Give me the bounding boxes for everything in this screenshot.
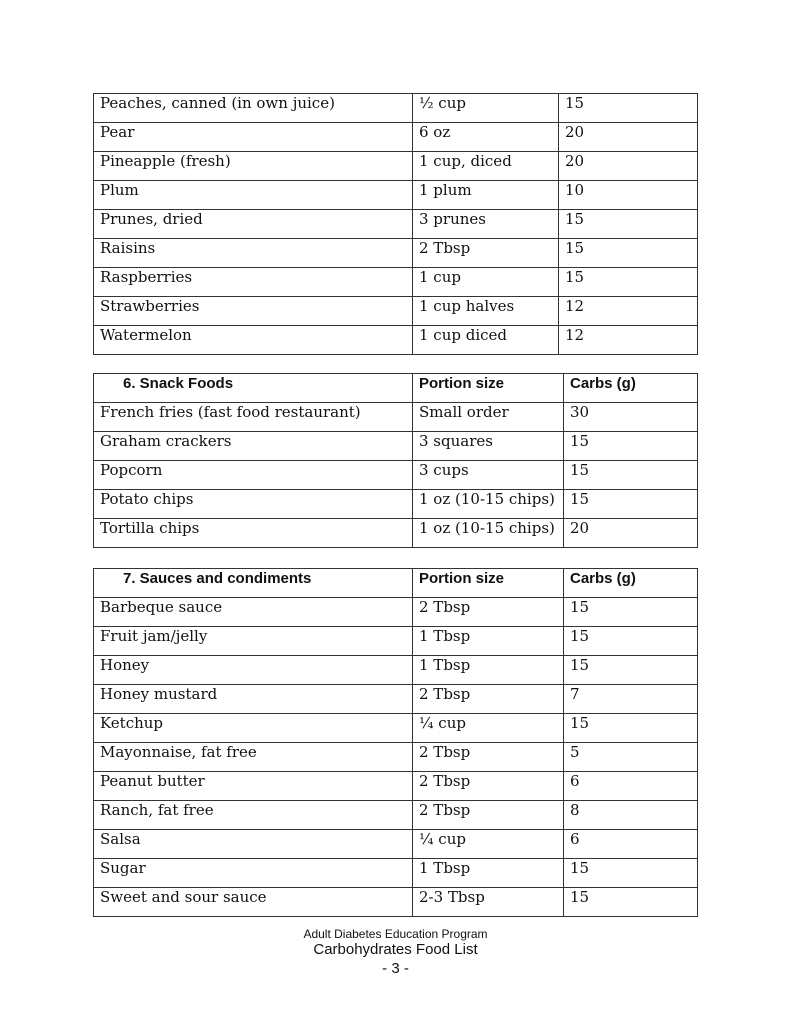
food-name-cell: Honey: [94, 656, 413, 685]
food-name-cell: Popcorn: [94, 461, 413, 490]
food-name-cell: Pineapple (fresh): [94, 152, 413, 181]
fruit-table-body: [94, 94, 698, 355]
portion-size-cell: 1 plum: [413, 181, 559, 210]
footer-title: Carbohydrates Food List: [313, 941, 478, 958]
carbs-header: Carbs (g): [564, 569, 698, 598]
carbs-cell: 20: [564, 519, 698, 548]
portion-size-cell: 1 cup, diced: [413, 152, 559, 181]
carbs-cell: 7: [564, 685, 698, 714]
food-name-cell: Strawberries: [94, 297, 413, 326]
carbs-cell: 15: [559, 210, 698, 239]
food-name-cell: Raspberries: [94, 268, 413, 297]
food-name-cell: Fruit jam/jelly: [94, 627, 413, 656]
table-row: [94, 239, 698, 268]
carbs-cell: 15: [564, 432, 698, 461]
carbs-cell: 6: [564, 772, 698, 801]
portion-size-cell: 2 Tbsp: [413, 239, 559, 268]
food-name-cell: Ketchup: [94, 714, 413, 743]
food-name-cell: Barbeque sauce: [94, 598, 413, 627]
footer-program: Adult Diabetes Education Program: [303, 927, 488, 941]
carbs-cell: 15: [564, 888, 698, 917]
portion-size-cell: 2 Tbsp: [413, 772, 564, 801]
carbs-cell: 15: [564, 859, 698, 888]
food-name-cell: French fries (fast food restaurant): [94, 403, 413, 432]
table-row: [94, 490, 698, 519]
table-row: [94, 461, 698, 490]
portion-size-cell: 6 oz: [413, 123, 559, 152]
portion-size-cell: 1 oz (10-15 chips): [413, 519, 564, 548]
table-row: [94, 297, 698, 326]
carbs-cell: 15: [564, 598, 698, 627]
portion-size-cell: 3 squares: [413, 432, 564, 461]
food-name-cell: Raisins: [94, 239, 413, 268]
portion-size-cell: ¼ cup: [413, 714, 564, 743]
section-title: 7. Sauces and condiments: [94, 569, 413, 598]
carbs-cell: 12: [559, 297, 698, 326]
food-name-cell: Graham crackers: [94, 432, 413, 461]
portion-size-cell: 1 cup halves: [413, 297, 559, 326]
table-row: [94, 519, 698, 548]
portion-size-cell: ½ cup: [413, 94, 559, 123]
table-row: [94, 432, 698, 461]
carbs-cell: 5: [564, 743, 698, 772]
food-name-cell: Honey mustard: [94, 685, 413, 714]
table-row: [94, 210, 698, 239]
portion-size-cell: 2-3 Tbsp: [413, 888, 564, 917]
portion-size-cell: 1 Tbsp: [413, 627, 564, 656]
snack-foods-table-body: [94, 403, 698, 548]
snack-foods-table: [93, 373, 698, 548]
carbs-cell: 10: [559, 181, 698, 210]
portion-size-cell: 1 oz (10-15 chips): [413, 490, 564, 519]
food-name-cell: Mayonnaise, fat free: [94, 743, 413, 772]
table-row: [94, 859, 698, 888]
sauces-condiments-table: [93, 568, 698, 917]
table-row: [94, 181, 698, 210]
page-number: - 3 -: [382, 960, 409, 977]
table-row: [94, 888, 698, 917]
table-row: [94, 268, 698, 297]
table-row: [94, 94, 698, 123]
table-row: [94, 801, 698, 830]
food-name-cell: Salsa: [94, 830, 413, 859]
table-row: [94, 685, 698, 714]
food-name-cell: Watermelon: [94, 326, 413, 355]
portion-size-cell: 2 Tbsp: [413, 598, 564, 627]
carbs-cell: 20: [559, 123, 698, 152]
table-row: [94, 772, 698, 801]
carbs-cell: 15: [564, 714, 698, 743]
portion-size-cell: 2 Tbsp: [413, 685, 564, 714]
table-row: [94, 714, 698, 743]
section-title: 6. Snack Foods: [94, 374, 413, 403]
portion-size-cell: ¼ cup: [413, 830, 564, 859]
table-row: [94, 656, 698, 685]
table-row: [94, 403, 698, 432]
carbs-cell: 8: [564, 801, 698, 830]
portion-size-header: Portion size: [413, 374, 564, 403]
food-name-cell: Sweet and sour sauce: [94, 888, 413, 917]
table-row: [94, 627, 698, 656]
carbs-cell: 30: [564, 403, 698, 432]
carbs-cell: 12: [559, 326, 698, 355]
food-name-cell: Plum: [94, 181, 413, 210]
portion-size-cell: 1 cup: [413, 268, 559, 297]
carbs-cell: 20: [559, 152, 698, 181]
carbs-cell: 15: [559, 94, 698, 123]
portion-size-cell: Small order: [413, 403, 564, 432]
sauces-condiments-header-row: [94, 569, 698, 598]
food-name-cell: Pear: [94, 123, 413, 152]
portion-size-cell: 3 prunes: [413, 210, 559, 239]
table-row: [94, 152, 698, 181]
carbs-cell: 15: [559, 239, 698, 268]
table-row: [94, 326, 698, 355]
table-row: [94, 743, 698, 772]
table-row: [94, 830, 698, 859]
portion-size-cell: 2 Tbsp: [413, 801, 564, 830]
carbs-cell: 15: [564, 627, 698, 656]
portion-size-cell: 1 Tbsp: [413, 859, 564, 888]
portion-size-cell: 1 cup diced: [413, 326, 559, 355]
carbs-header: Carbs (g): [564, 374, 698, 403]
fruit-table: [93, 93, 698, 355]
carbs-cell: 15: [559, 268, 698, 297]
portion-size-cell: 2 Tbsp: [413, 743, 564, 772]
food-name-cell: Ranch, fat free: [94, 801, 413, 830]
carbs-cell: 15: [564, 490, 698, 519]
food-name-cell: Prunes, dried: [94, 210, 413, 239]
portion-size-cell: 1 Tbsp: [413, 656, 564, 685]
food-name-cell: Potato chips: [94, 490, 413, 519]
portion-size-cell: 3 cups: [413, 461, 564, 490]
food-name-cell: Sugar: [94, 859, 413, 888]
food-name-cell: Peaches, canned (in own juice): [94, 94, 413, 123]
table-row: [94, 598, 698, 627]
carbs-cell: 6: [564, 830, 698, 859]
table-row: [94, 123, 698, 152]
food-name-cell: Tortilla chips: [94, 519, 413, 548]
carbs-cell: 15: [564, 656, 698, 685]
sauces-condiments-table-body: [94, 598, 698, 917]
carbs-cell: 15: [564, 461, 698, 490]
snack-foods-header-row: [94, 374, 698, 403]
food-name-cell: Peanut butter: [94, 772, 413, 801]
portion-size-header: Portion size: [413, 569, 564, 598]
